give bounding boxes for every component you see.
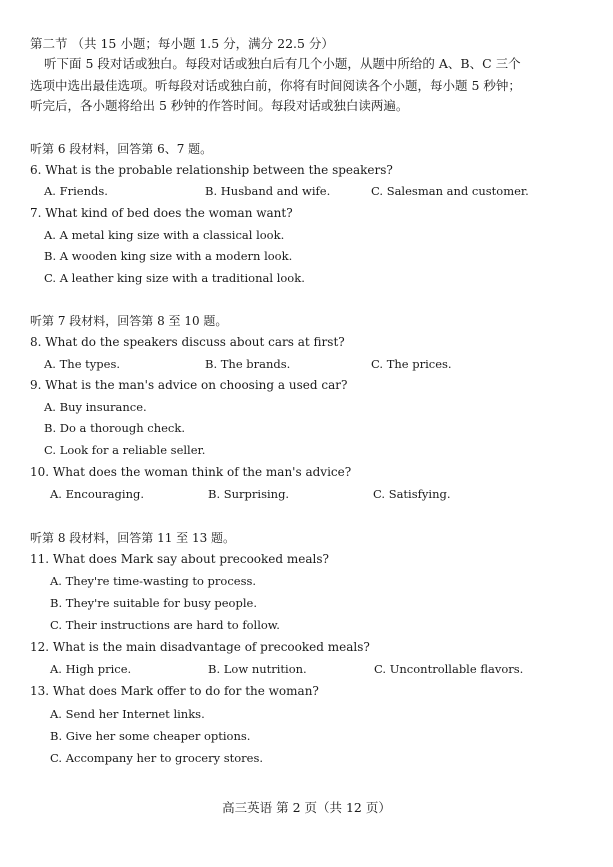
option-a: A. Buy insurance. — [44, 400, 147, 414]
question-stem: 11. What does Mark say about precooked meals? — [30, 552, 329, 566]
section-intro-line: 听完后，各小题将给出 5 秒钟的作答时间。每段对话或独白读两遍。 — [30, 98, 409, 113]
section-header: 第二节 （共 15 小题；每小题 1.5 分，满分 22.5 分） — [30, 36, 334, 51]
option-c: C. Salesman and customer. — [371, 184, 529, 198]
page-footer: 高三英语 第 2 页（共 12 页） — [222, 800, 391, 815]
option-a: A. Friends. — [44, 184, 108, 198]
option-a: A. High price. — [50, 662, 132, 676]
option-c: C. Accompany her to grocery stores. — [50, 751, 264, 765]
question-stem: 8. What do the speakers discuss about cars at first? — [30, 335, 345, 349]
section-intro-line: 听下面 5 段对话或独白。每段对话或独白后有几个小题，从题中所给的 A、B、C 三个 — [44, 56, 521, 71]
option-b: B. The brands. — [205, 357, 291, 371]
option-b: B. Low nutrition. — [208, 662, 307, 676]
question-stem: 7. What kind of bed does the woman want? — [30, 206, 293, 220]
question-stem: 10. What does the woman think of the man's advice? — [30, 465, 352, 479]
group-heading: 听第 7 段材料，回答第 8 至 10 题。 — [30, 314, 228, 328]
option-a: A. They're time-wasting to process. — [50, 574, 257, 588]
option-a: A. Send her Internet links. — [50, 707, 205, 721]
question-stem: 13. What does Mark offer to do for the woman? — [30, 684, 319, 698]
option-a: A. Encouraging. — [50, 487, 145, 501]
option-a: A. The types. — [44, 357, 120, 371]
option-c: C. The prices. — [371, 357, 452, 371]
group-heading: 听第 8 段材料，回答第 11 至 13 题。 — [30, 531, 236, 545]
option-b: B. A wooden king size with a modern look. — [44, 249, 293, 263]
question-stem: 9. What is the man's advice on choosing a used car? — [30, 378, 348, 392]
option-b: B. Husband and wife. — [205, 184, 331, 198]
option-b: B. Do a thorough check. — [44, 421, 185, 435]
option-c: C. Look for a reliable seller. — [44, 443, 206, 457]
option-c: C. Uncontrollable flavors. — [374, 662, 524, 676]
option-a: A. A metal king size with a classical look. — [44, 228, 285, 242]
option-b: B. Give her some cheaper options. — [50, 729, 251, 743]
option-b: B. Surprising. — [208, 487, 290, 501]
group-heading: 听第 6 段材料，回答第 6、7 题。 — [30, 142, 213, 156]
section-intro-line: 选项中选出最佳选项。听每段对话或独白前，你将有时间阅读各个小题，每小题 5 秒钟； — [30, 78, 521, 93]
option-b: B. They're suitable for busy people. — [50, 596, 257, 610]
option-c: C. Their instructions are hard to follow. — [50, 618, 280, 632]
question-stem: 6. What is the probable relationship between the speakers? — [30, 163, 393, 177]
option-c: C. A leather king size with a traditional look. — [44, 271, 305, 285]
question-stem: 12. What is the main disadvantage of precooked meals? — [30, 640, 370, 654]
option-c: C. Satisfying. — [373, 487, 451, 501]
